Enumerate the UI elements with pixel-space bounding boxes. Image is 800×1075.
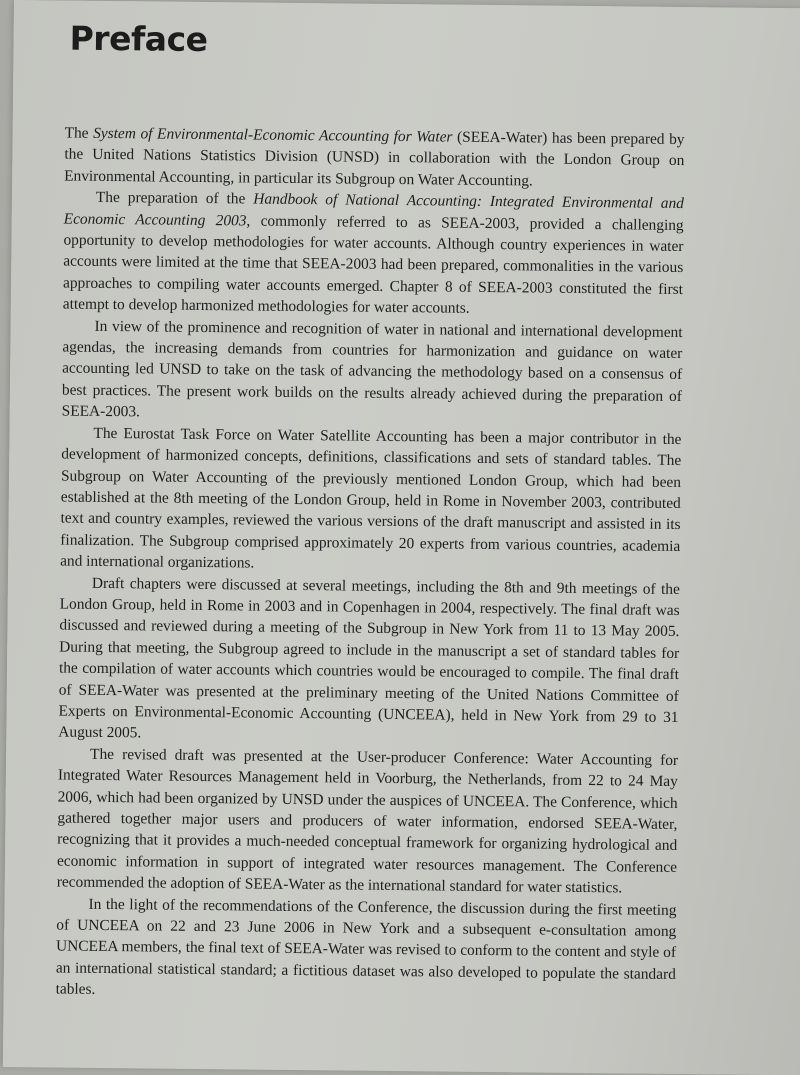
paragraph <box>62 315 683 429</box>
paragraph-text: The revised draft was presented at the User-producer Conference: Water Accounting for Integrated Water Resources Management held in Voorburg, the Netherlands, from 22 to 24 May 2006, which had been organized by UNSD under the auspices of UNCEEA. The Conference, which gathered together major users and producers of water information, endorsed SEEA-Water, recognizing that it provides a much-needed conceptual framework for organizing hydrological and economic information in support of integrated water resources management. The Conference recommended the adoption of SEEA-Water as the international standard for water statistics. <box>56 745 679 897</box>
paragraph-text: The Eurostat Task Force on Water Satellite Accounting has been a major contributor in the development of harmonized concepts, definitions, classifications and sets of standard tables. The Subgroup on Water Accounting of the previously mentioned London Group, which had been established at the 8th meeting of the London Group, held in Rome in November 2003, contributed text and country examples, reviewed the various versions of the draft manuscript and assisted in its finalization. The Subgroup comprised approximately 20 experts from various countries, academia and international organizations. <box>60 424 682 572</box>
book-page <box>3 0 800 1075</box>
paragraph-text: The preparation of the <box>95 189 254 208</box>
paragraph-text: The <box>64 124 94 142</box>
paragraph-text: In the light of the recommendations of the Conference, the discussion during the first meeting of UNCEEA on 22 and 23 June 2006 in New York and a subsequent e-consultation among UNCEEA members, the final text of SEEA-Water was revised to conform to the content and style of an international statistical standard; a fictitious dataset was also developed to populate the standard tables. <box>55 895 677 999</box>
page-title: Preface <box>69 18 208 60</box>
paragraph <box>56 893 677 1007</box>
paragraph-text: (SEEA-Water) has been prepared by the United Nations Statistics Division (UNSD) in collaboration with the London Group on Environmental Accounting, in particular its Subgroup on Water Accounting. <box>64 128 685 190</box>
paragraph <box>57 743 679 899</box>
paragraph <box>58 572 680 750</box>
paragraph-text: In view of the prominence and recognition of water in national and international development agendas, the increasing demands from countries for harmonization and guidance on water accounting led UNSD to take on the task of advancing the methodology based on a consensus of best practices. The present work builds on the results already achieved during the preparation of SEEA-2003. <box>61 317 683 421</box>
paragraph <box>60 422 682 578</box>
preface-body <box>56 123 685 1007</box>
paragraph-text: , commonly referred to as SEEA-2003, provided a challenging opportunity to develop methodologies for water accounts. Although country experiences in water accounts were limited at the time that SEEA-2003 had been prepared, commonalities in the various approaches to compiling water accounts emerged. Chapter 8 of SEEA-2003 constituted the first attempt to develop harmonized methodologies for water accounts. <box>62 212 684 318</box>
italic-title-text: Handbook of National Accounting: Integrated Environmental and Economic Accounting 2003 <box>63 190 684 230</box>
paragraph-text: Draft chapters were discussed at several meetings, including the 8th and 9th meetings of the London Group, held in Rome in 2003 and in Copenhagen in 2004, respectively. The final draft was discussed and reviewed during a meeting of the Subgroup in New York from 11 to 13 May 2005. During that meeting, the Subgroup agreed to include in the manuscript a set of standard tables for the compilation of water accounts which countries would be encouraged to compile. The final draft of SEEA-Water was presented at the preliminary meeting of the United Nations Committee of Experts on Environmental-Economic Accounting (UNCEEA), held in New York from 29 to 31 August 2005. <box>58 574 680 742</box>
italic-title-text: System of Environmental-Economic Accounting for Water <box>93 124 453 146</box>
paragraph <box>63 187 684 322</box>
paragraph <box>64 123 685 194</box>
